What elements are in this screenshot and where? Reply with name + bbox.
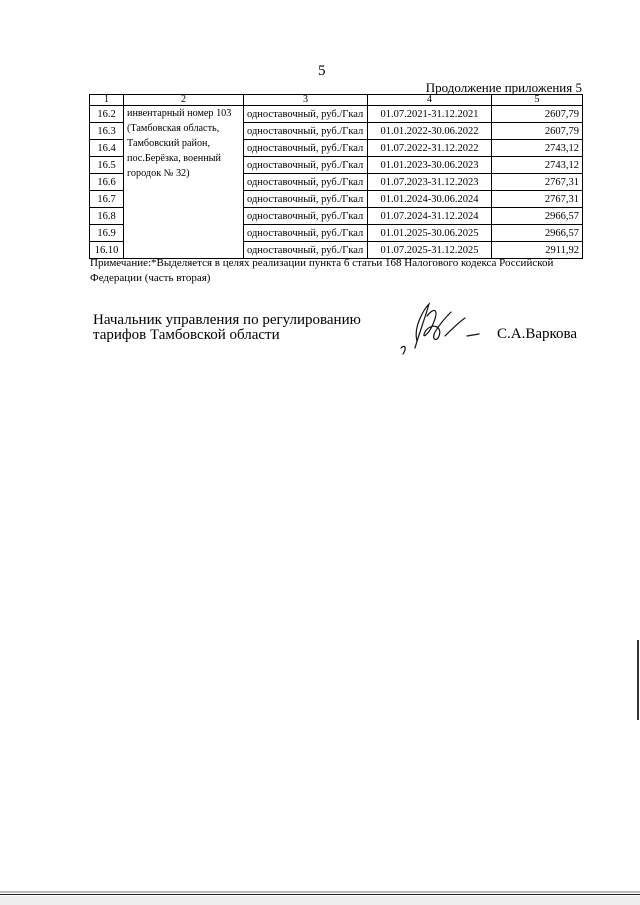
tariff-value: 2767,31 (492, 191, 583, 208)
tariff-value: 2607,79 (492, 123, 583, 140)
column-header: 5 (492, 95, 583, 106)
tariff-type: одноставочный, руб./Гкал (244, 174, 368, 191)
row-number: 16.2 (90, 106, 124, 123)
tariff-value: 2911,92 (492, 242, 583, 259)
tariff-period: 01.07.2022-31.12.2022 (368, 140, 492, 157)
handwritten-signature (395, 296, 485, 356)
tariff-period: 01.07.2021-31.12.2021 (368, 106, 492, 123)
signer-title-line: тарифов Тамбовской области (93, 327, 280, 343)
note-line: Примечание:*Выделяется в целях реализации пункта 6 статьи 168 Налогового кодекса Российской (90, 257, 554, 269)
tariff-period: 01.07.2024-31.12.2024 (368, 208, 492, 225)
tariff-period: 01.01.2022-30.06.2022 (368, 123, 492, 140)
table-note (90, 256, 590, 286)
tariff-type: одноставочный, руб./Гкал (244, 123, 368, 140)
tariff-period: 01.07.2023-31.12.2023 (368, 174, 492, 191)
tariff-value: 2966,57 (492, 208, 583, 225)
column-header: 4 (368, 95, 492, 106)
row-number: 16.6 (90, 174, 124, 191)
tariff-value: 2966,57 (492, 225, 583, 242)
signer-name: С.А.Варкова (497, 326, 578, 342)
tariff-value: 2767,31 (492, 174, 583, 191)
tariff-type: одноставочный, руб./Гкал (244, 106, 368, 123)
row-number: 16.10 (90, 242, 124, 259)
column-header: 1 (90, 95, 124, 106)
column-header: 3 (244, 95, 368, 106)
row-number: 16.4 (90, 140, 124, 157)
signer-title (93, 313, 361, 343)
tariff-table (89, 94, 583, 259)
row-number: 16.7 (90, 191, 124, 208)
tariff-value: 2607,79 (492, 106, 583, 123)
object-description (124, 106, 244, 259)
continuation-label: Продолжение приложения 5 (425, 80, 582, 95)
tariff-type: одноставочный, руб./Гкал (244, 225, 368, 242)
tariff-period: 01.01.2024-30.06.2024 (368, 191, 492, 208)
tariff-type: одноставочный, руб./Гкал (244, 191, 368, 208)
row-number: 16.9 (90, 225, 124, 242)
page-number: 5 (318, 63, 326, 79)
tariff-value: 2743,12 (492, 140, 583, 157)
tariff-value: 2743,12 (492, 157, 583, 174)
tariff-type: одноставочный, руб./Гкал (244, 140, 368, 157)
note-line: Федерации (часть вторая) (90, 272, 211, 284)
tariff-period: 01.07.2025-31.12.2025 (368, 242, 492, 259)
signer-title-line: Начальник управления по регулированию (93, 312, 361, 328)
object-line: инвентарный номер 103 (127, 108, 232, 119)
scan-bottom-edge (0, 891, 640, 905)
object-line: пос.Берёзка, военный (127, 153, 221, 164)
object-line: (Тамбовская область, (127, 123, 220, 134)
object-line: Тамбовский район, (127, 138, 211, 149)
table-row (90, 106, 583, 123)
tariff-period: 01.01.2023-30.06.2023 (368, 157, 492, 174)
row-number: 16.3 (90, 123, 124, 140)
object-line: городок № 32) (127, 168, 190, 179)
row-number: 16.5 (90, 157, 124, 174)
row-number: 16.8 (90, 208, 124, 225)
tariff-type: одноставочный, руб./Гкал (244, 208, 368, 225)
tariff-type: одноставочный, руб./Гкал (244, 242, 368, 259)
column-header: 2 (124, 95, 244, 106)
tariff-type: одноставочный, руб./Гкал (244, 157, 368, 174)
table-header-row (90, 95, 583, 106)
scan-edge-mark (636, 640, 640, 720)
tariff-period: 01.01.2025-30.06.2025 (368, 225, 492, 242)
